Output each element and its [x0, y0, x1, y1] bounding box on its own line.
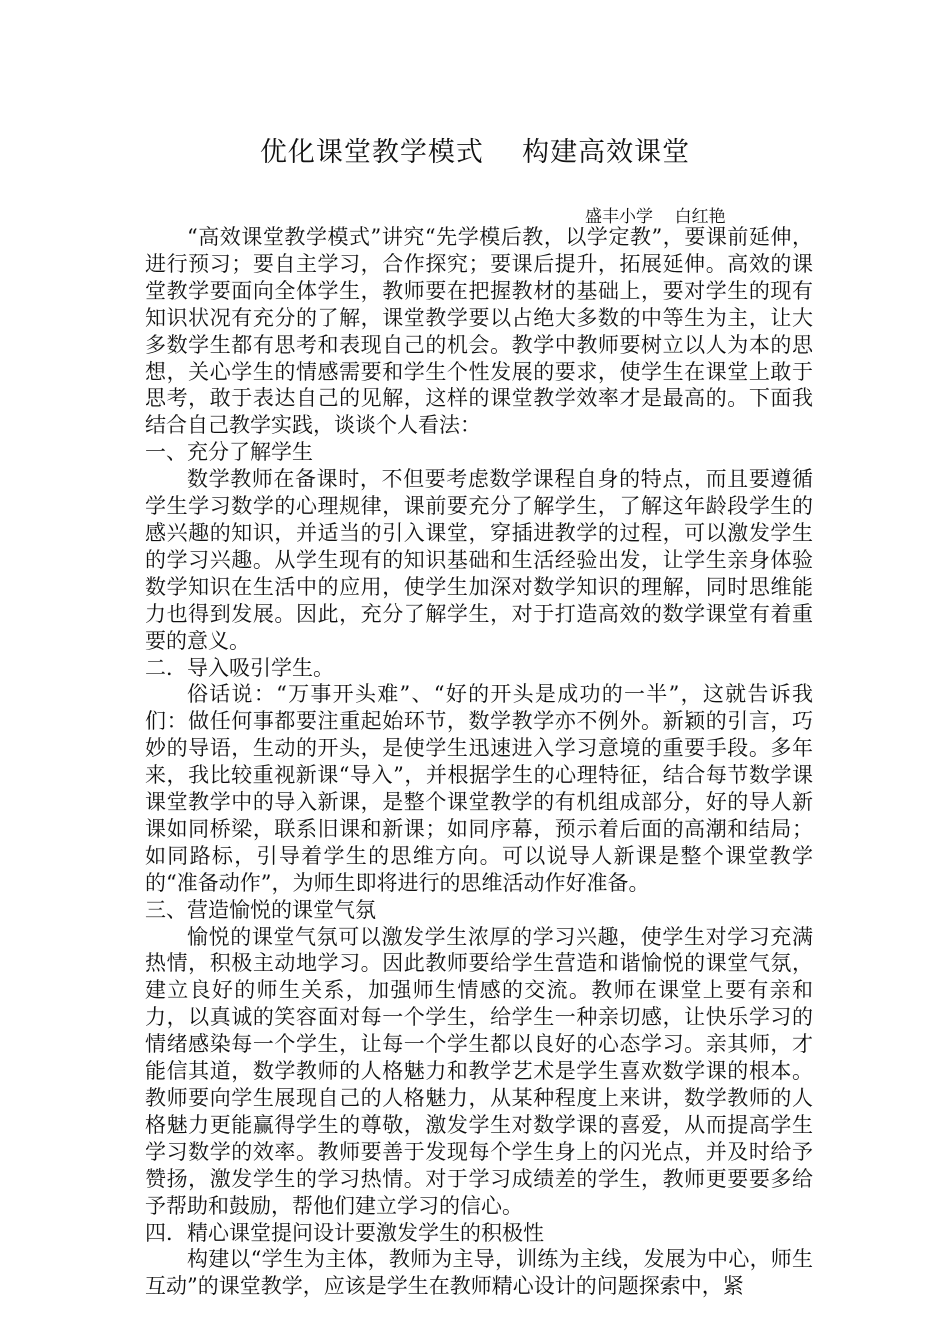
section-paragraph-1: 数学教师在备课时，不但要考虑数学课程自身的特点，而且要遵循学生学习数学的心理规律，课前要充分了解学生，了解这年龄段学生的感兴趣的知识，并适当的引入课堂，穿插进教学的过程，可以激发学生的学习兴趣。从学生现有的知识基础和生活经验出发，让学生亲身体验数学知识在生活中的应用，使学生加深对数学知识的理解，同时思维能力也得到发展。因此，充分了解学生，对于打造高效的数学课堂有着重要的意义。: [145, 467, 813, 653]
section-paragraph-2: 俗话说：“万事开头难”、“好的开头是成功的一半”，这就告诉我们：做任何事都要注重起始环节，数学教学亦不例外。新颖的引言，巧妙的导语，生动的开头，是使学生迅速进入学习意境的重要手段。多年来，我比较重视新课“导入”，并根据学生的心理特征，结合每节数学课课堂教学中的导入新课，是整个课堂教学的有机组成部分，好的导人新课如同桥梁，联系旧课和新课；如同序幕，预示着后面的高潮和结局；如同路标，引导着学生的思维方向。可以说导人新课是整个课堂教学的“准备动作”，为师生即将进行的思维活动作好准备。: [145, 682, 813, 895]
intro-paragraph: “高效课堂教学模式”讲究“先学模后教，以学定教”，要课前延伸，进行预习；要自主学习，合作探究；要课后提升，拓展延伸。高效的课堂教学要面向全体学生，教师要在把握教材的基础上，要对学生的现有知识状况有充分的了解，课堂教学要以占绝大多数的中等生为主，让大多数学生都有思考和表现自己的机会。教学中教师要树立以人为本的思想，关心学生的情感需要和学生个性发展的要求，使学生在课堂上敢于思考，敢于表达自己的见解，这样的课堂教学效率才是最高的。下面我结合自己教学实践，谈谈个人看法：: [145, 225, 813, 438]
section-heading-4: 四．精心课堂提问设计要激发学生的积极性: [145, 1220, 544, 1245]
section-paragraph-4: 构建以“学生为主体，教师为主导，训练为主线，发展为中心，师生互动”的课堂教学，应该是学生在教师精心设计的问题探索中，紧: [145, 1247, 813, 1299]
section-heading-3: 三、营造愉悦的课堂气氛: [145, 897, 376, 922]
document-title: 优化课堂教学模式 构建高效课堂: [259, 137, 691, 168]
document-body: [145, 224, 813, 1300]
section-paragraph-3: 愉悦的课堂气氛可以激发学生浓厚的学习兴趣，使学生对学习充满热情，积极主动地学习。因此教师要给学生营造和谐愉悦的课堂气氛，建立良好的师生关系，加强师生情感的交流。教师在课堂上要有亲和力，以真诚的笑容面对每一个学生，给学生一种亲切感，让快乐学习的情绪感染每一个学生，让每一个学生都以良好的心态学习。亲其师，才能信其道，数学教师的人格魅力和教学艺术是学生喜欢数学课的根本。教师要向学生展现自己的人格魅力，从某种程度上来讲，数学教师的人格魅力更能赢得学生的尊敬，激发学生对数学课的喜爱，从而提高学生学习数学的效率。教师要善于发现每个学生身上的闪光点，并及时给予赞扬，激发学生的学习热情。对于学习成绩差的学生，教师更要要多给予帮助和鼓励，帮他们建立学习的信心。: [145, 924, 813, 1218]
author-line: 盛丰小学 白红艳: [585, 207, 726, 227]
section-heading-1: 一、充分了解学生: [145, 440, 313, 465]
section-heading-2: 二．导入吸引学生。: [145, 655, 334, 680]
